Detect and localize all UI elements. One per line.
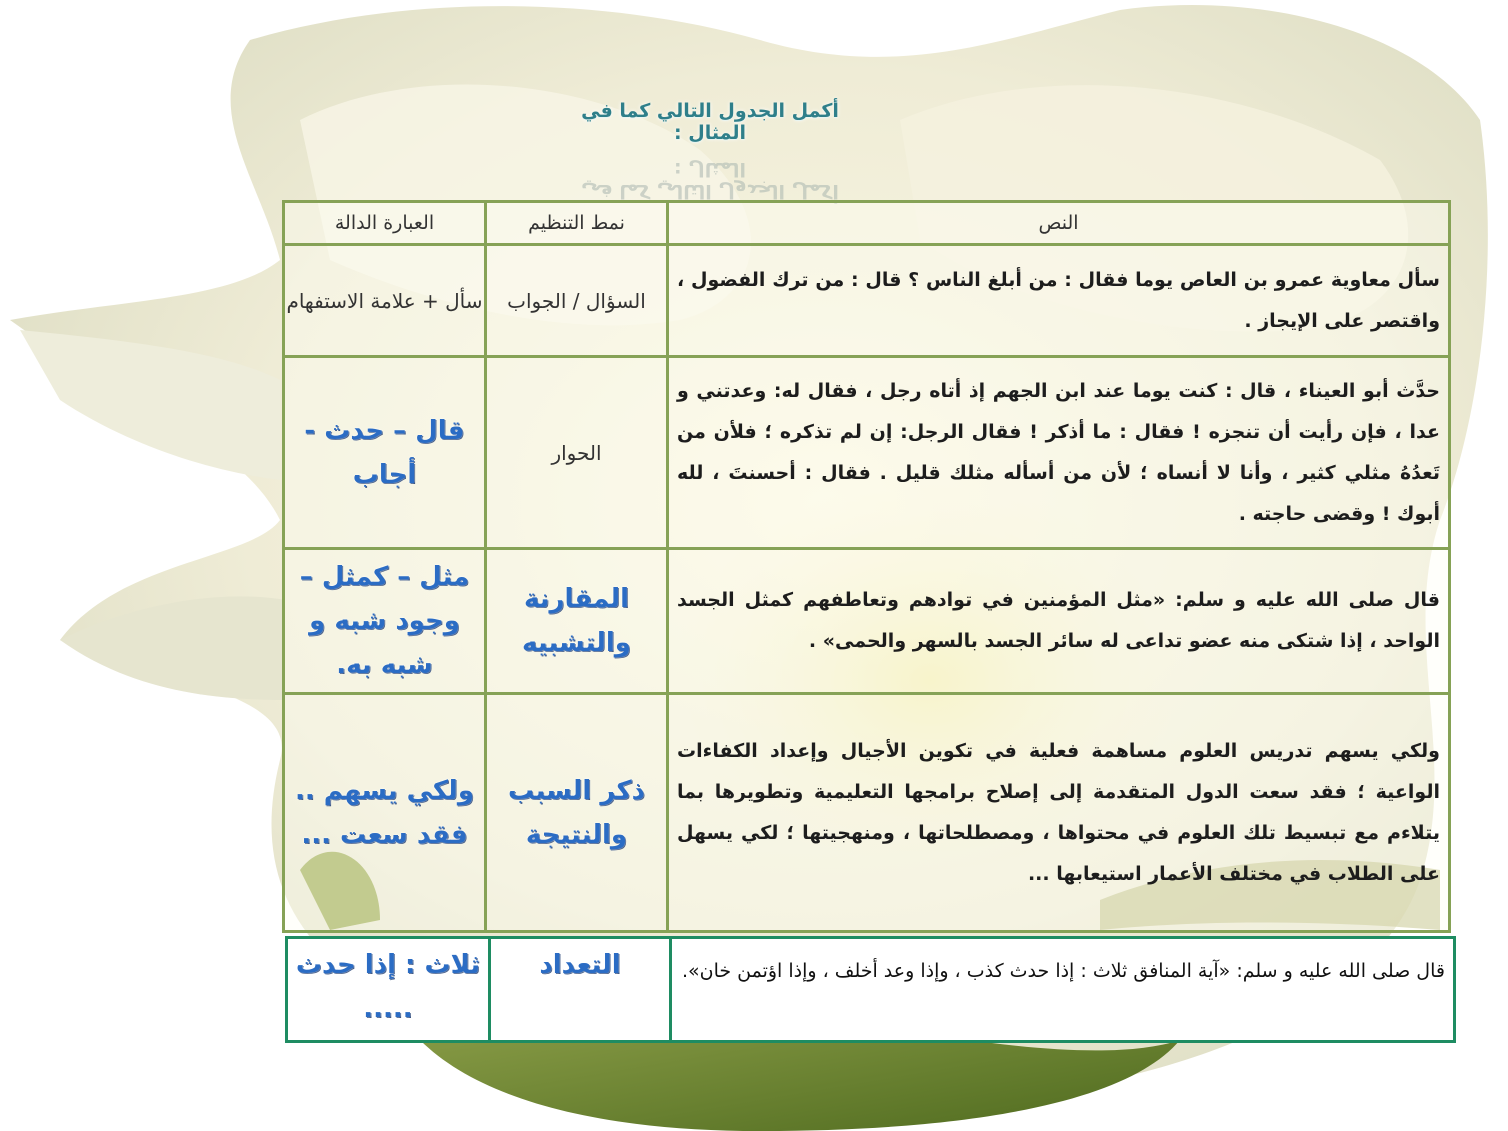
row-text: حدَّث أبو العيناء ، قال : كنت يوما عند ابن الجهم إذ أتاه رجل ، فقال له: وعدتني و عدا ، فإن رأيت أن تنجزه ! فقال : ما أذكر ! فقال الرجل: إن لم تذكره ؛ فلأن من تَعدُهُ مثلي كثير ، وأنا لا أنساه ؛ لأن من أسأله مثلك قليل . فقال : أحسنتَ ، لله أبوك ! وقضى حاجته . (668, 357, 1450, 549)
row-text: ولكي يسهم تدريس العلوم مساهمة فعلية في تكوين الأجيال وإعداد الكفاءات الواعية ؛ فقد سعت الدول المتقدمة إلى إصلاح برامجها التعليمية وتطويرها بما يتلاءم مع تبسيط تلك العلوم في محتواها ، ومصطلحاتها ، ومنهجيتها ؛ لكي يسهل على الطلاب في مختلف الأعمار استيعابها ... (668, 694, 1450, 932)
row-pattern: السؤال / الجواب (486, 245, 668, 357)
header-text: النص (668, 202, 1450, 245)
table-header-row (284, 202, 1450, 245)
table-row (284, 245, 1450, 357)
row-pattern-answer: المقارنة والتشبيه (486, 549, 668, 694)
table-row (284, 694, 1450, 932)
header-pattern: نمط التنظيم (486, 202, 668, 245)
row-text: قال صلى الله عليه و سلم: «آية المنافق ثلاث : إذا حدث كذب ، وإذا وعد أخلف ، وإذا اؤتمن خان». (671, 938, 1455, 1042)
row-phrase-answer: قال – حدث - أجاب (284, 357, 486, 549)
row-phrase-answer: ولكي يسهم .. فقد سعت ... (284, 694, 486, 932)
page-heading: أكمل الجدول التالي كما في المثال : (581, 100, 839, 144)
row-phrase-answer: ثلاث : إذا حدث ..... (287, 938, 490, 1042)
table-row (284, 549, 1450, 694)
row-pattern-answer: ذكر السبب والنتيجة (486, 694, 668, 932)
row-pattern: الحوار (486, 357, 668, 549)
row-phrase-answer: مثل – كمثل – وجود شبه و شبه به. (284, 549, 486, 694)
header-phrase: العبارة الدالة (284, 202, 486, 245)
row-pattern-answer: التعداد (490, 938, 671, 1042)
table-row (287, 938, 1455, 1042)
last-row-table (285, 936, 1456, 1043)
table-row (284, 357, 1450, 549)
row-phrase: سأل + علامة الاستفهام (284, 245, 486, 357)
row-text: قال صلى الله عليه و سلم: «مثل المؤمنين في توادهم وتعاطفهم كمثل الجسد الواحد ، إذا شتكى منه عضو تداعى له سائر الجسد بالسهر والحمى» . (668, 549, 1450, 694)
heading-reflection: أكمل الجدول التالي كما في المثال : (581, 158, 839, 202)
organization-pattern-table (282, 200, 1451, 933)
row-text: سأل معاوية عمرو بن العاص يوما فقال : من أبلغ الناس ؟ قال : من ترك الفضول ، واقتصر على الإيجاز . (668, 245, 1450, 357)
